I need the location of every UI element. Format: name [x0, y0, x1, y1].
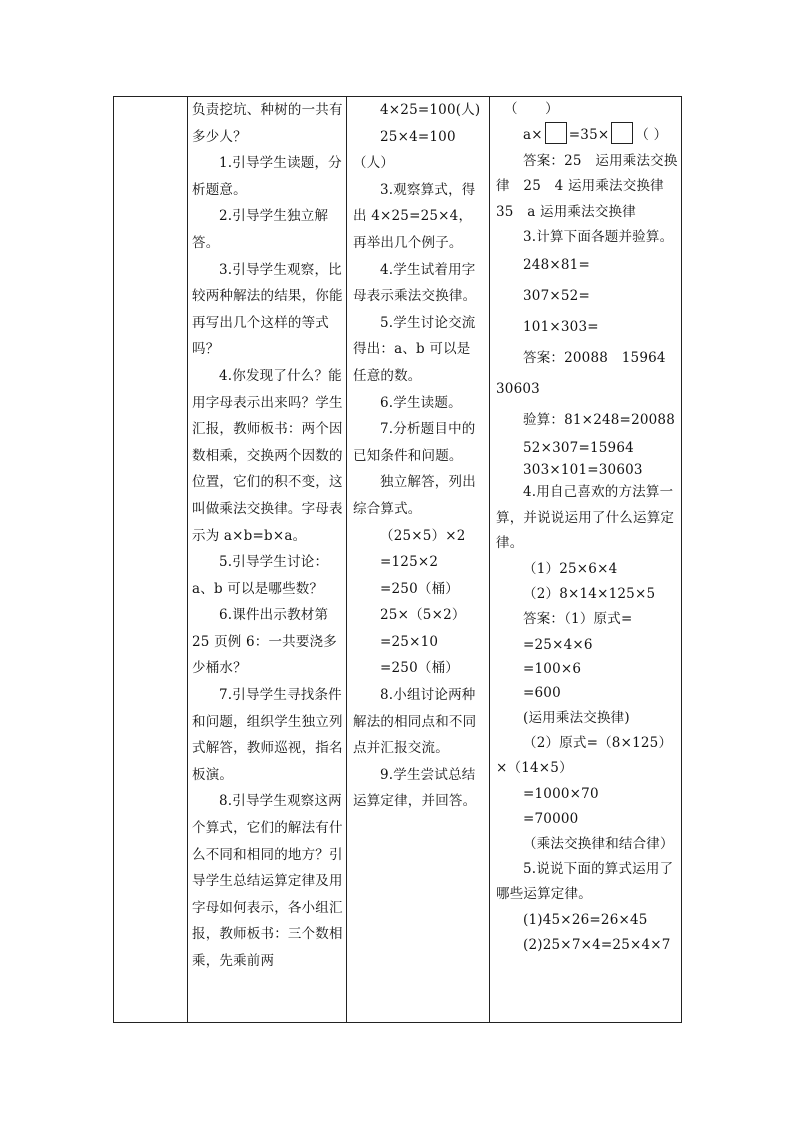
paragraph: 独立解答，列出综合算式。 [353, 474, 476, 517]
paragraph: =25×10 [380, 633, 439, 650]
blank-box [611, 122, 633, 144]
answer-step: =25×4×6 [523, 636, 593, 653]
answer-step: =100×6 [523, 660, 582, 677]
calc-line: 248×81= [523, 257, 590, 274]
answer-step: =1000×70 [523, 785, 599, 802]
answer-text: （2）原式=（8×125）×（14×5） [496, 734, 673, 777]
paragraph: 7.分析题目中的已知条件和问题。 [353, 421, 476, 464]
calc-line: 307×52= [523, 288, 590, 305]
exercise-item: (2)25×7×4=25×4×7 [523, 936, 671, 953]
question-text: 5.说说下面的算式运用了哪些运算定律。 [496, 860, 674, 903]
exercise-item: （1）25×6×4 [523, 560, 618, 577]
box-line-mid: =35× [568, 127, 610, 144]
answer-note: （乘法交换律和结合律） [523, 835, 674, 852]
paragraph: （25×5）×2 [380, 527, 466, 544]
lesson-plan-table [113, 96, 682, 1023]
paragraph: =250（桶） [380, 580, 459, 597]
paragraph: 25×（5×2） [380, 607, 466, 624]
paragraph: 4.你发现了什么？能用字母表示出来吗？学生汇报，教师板书：两个因数相乘，交换两个因数的位置，它们的积不变，这叫做乘法交换律。字母表示为 a×b=b×a。 [192, 367, 343, 544]
paragraph: =125×2 [380, 554, 439, 571]
paragraph: 1.引导学生读题，分析题意。 [192, 155, 342, 198]
paragraph: 3.引导学生观察，比较两种解法的结果，你能再写出几个这样的等式吗？ [192, 261, 343, 358]
answer-note: (运用乘法交换律) [523, 709, 630, 726]
paragraph: 8.小组讨论两种解法的相同点和不同点并汇报交流。 [353, 687, 477, 757]
question-text: 4.用自己喜欢的方法算一算，并说说运用了什么运算定律。 [496, 484, 675, 552]
paragraph: 4.学生试着用字母表示乘法交换律。 [353, 261, 477, 305]
column-exercises [490, 97, 682, 1022]
answer-text: 答案：20088 15964 30603 [496, 350, 680, 398]
answer-step: =70000 [523, 810, 579, 827]
question-text: 3.计算下面各题并验算。 [523, 229, 674, 246]
check-line: 验算：81×248=20088 [523, 412, 676, 429]
paragraph: =250（桶） [380, 660, 459, 677]
paragraph: 2.引导学生独立解答。 [192, 208, 329, 251]
check-line: 52×307=15964 [523, 440, 634, 457]
paragraph: 6.课件出示教材第 25 页例 6：一共要浇多少桶水？ [192, 607, 337, 677]
blank-box [545, 122, 567, 144]
paragraph: 负责挖坑、种树的一共有多少人？ [192, 102, 343, 145]
exercise-item: （2）8×14×125×5 [523, 586, 656, 603]
box-line-prefix: a× [523, 127, 543, 144]
answer-text: 答案：25 运用乘法交换律 25 4 运用乘法交换律 35 a 运用乘法交换律 [496, 152, 678, 220]
paragraph: 7.引导学生寻找条件和问题，组织学生独立列式解答，教师巡视，指名板演。 [192, 687, 343, 783]
answer-text: 答案：（1）原式= [523, 611, 633, 628]
paragraph: 9.学生尝试总结运算定律，并回答。 [353, 766, 477, 810]
answer-step: =600 [523, 684, 561, 701]
exercise-paren-line: （ ） [504, 101, 559, 117]
paragraph: 5.学生讨论交流得出：a、b 可以是任意的数。 [353, 314, 476, 384]
column-teacher-activities [188, 97, 346, 1022]
calc-line: 101×303= [523, 319, 599, 336]
check-line: 303×101=30603 [523, 462, 643, 479]
paragraph: 3.观察算式，得出 4×25=25×4，再举出几个例子。 [353, 181, 476, 251]
column-empty [114, 97, 187, 1022]
column-student-activities [347, 97, 487, 1022]
exercise-box-line [496, 122, 678, 148]
paragraph: 5.引导学生讨论：a、b 可以是哪些数？ [192, 554, 329, 597]
paragraph: 25×4=100（人） [353, 128, 456, 172]
paragraph: 6.学生读题。 [380, 394, 462, 411]
paragraph: 8.引导学生观察这两个算式，它们的解法有什么不同和相同的地方？引导学生总结运算定律及用字母如何表示，各小组汇报，教师板书：三个数相乘，先乘前两 [192, 793, 343, 969]
paragraph: 4×25=100(人) [380, 102, 481, 118]
box-line-suffix: （ ） [635, 127, 668, 144]
exercise-item: (1)45×26=26×45 [523, 911, 648, 928]
